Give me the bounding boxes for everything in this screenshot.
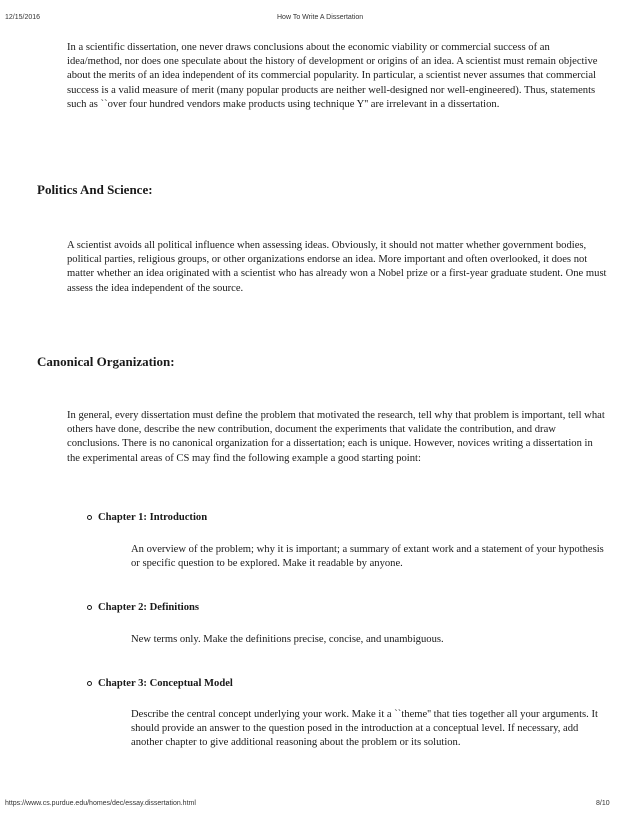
section-body-organization: In general, every dissertation must define the problem that motivated the research, tell why that problem is important, tell what others have done, describe the new contribution, document the experiments that validate the contribution, and draw conclusions. There is no canonical organization for a dissertation; each is unique. However, novices writing a dissertation in the experimental areas of CS may find the following example a good starting point:	[67, 410, 605, 464]
circle-bullet-icon	[87, 681, 92, 686]
chapter-item-definitions	[87, 602, 199, 613]
chapter-description: An overview of the problem; why it is important; a summary of extant work and a statement of your hypothesis or specific question to be explored. Make it readable by anyone.	[131, 544, 604, 570]
section-body-politics: A scientist avoids all political influence when assessing ideas. Obviously, it should not matter whether government bodies, political parties, religious groups, or other organizations endorse an idea. More important and often overlooked, it does not matter whether an idea originated with a scientist who has already won a Nobel prize or a first-year graduate student. One must assess the idea independent of the source.	[67, 240, 607, 294]
section-heading-politics: Politics And Science:	[37, 182, 153, 197]
chapter-description: Describe the central concept underlying your work. Make it a ``theme'' that ties together all your arguments. It should provide an answer to the question posed in the introduction at a conceptual level. If necessary, add another chapter to give additional reasoning about the problem or its solution.	[131, 709, 598, 749]
circle-bullet-icon	[87, 515, 92, 520]
header-title: How To Write A Dissertation	[277, 14, 364, 21]
footer-url: https://www.cs.purdue.edu/homes/dec/essay.dissertation.html	[5, 800, 196, 807]
chapter-item-introduction	[87, 512, 207, 523]
circle-bullet-icon	[87, 605, 92, 610]
chapter-item-conceptual-model	[87, 678, 233, 689]
intro-paragraph: In a scientific dissertation, one never draws conclusions about the economic viability or commercial success of an idea/method, nor does one speculate about the history of development or origins of an idea. A scientist must remain objective about the merits of an idea independent of its commercial popularity. In particular, a scientist never assumes that commercial success is a valid measure of merit (many popular products are neither well-designed nor well-engineered). Thus, statements such as ``over four hundred vendors make products using technique Y'' are irrelevant in a dissertation.	[67, 42, 598, 110]
chapter-title: Chapter 1: Introduction	[98, 512, 208, 523]
chapter-title: Chapter 3: Conceptual Model	[98, 678, 233, 689]
chapter-description: New terms only. Make the definitions precise, concise, and unambiguous.	[131, 634, 444, 645]
chapter-title: Chapter 2: Definitions	[98, 602, 200, 613]
section-heading-organization: Canonical Organization:	[37, 354, 175, 369]
header-date: 12/15/2016	[5, 14, 41, 21]
footer-page-number: 8/10	[596, 800, 610, 807]
